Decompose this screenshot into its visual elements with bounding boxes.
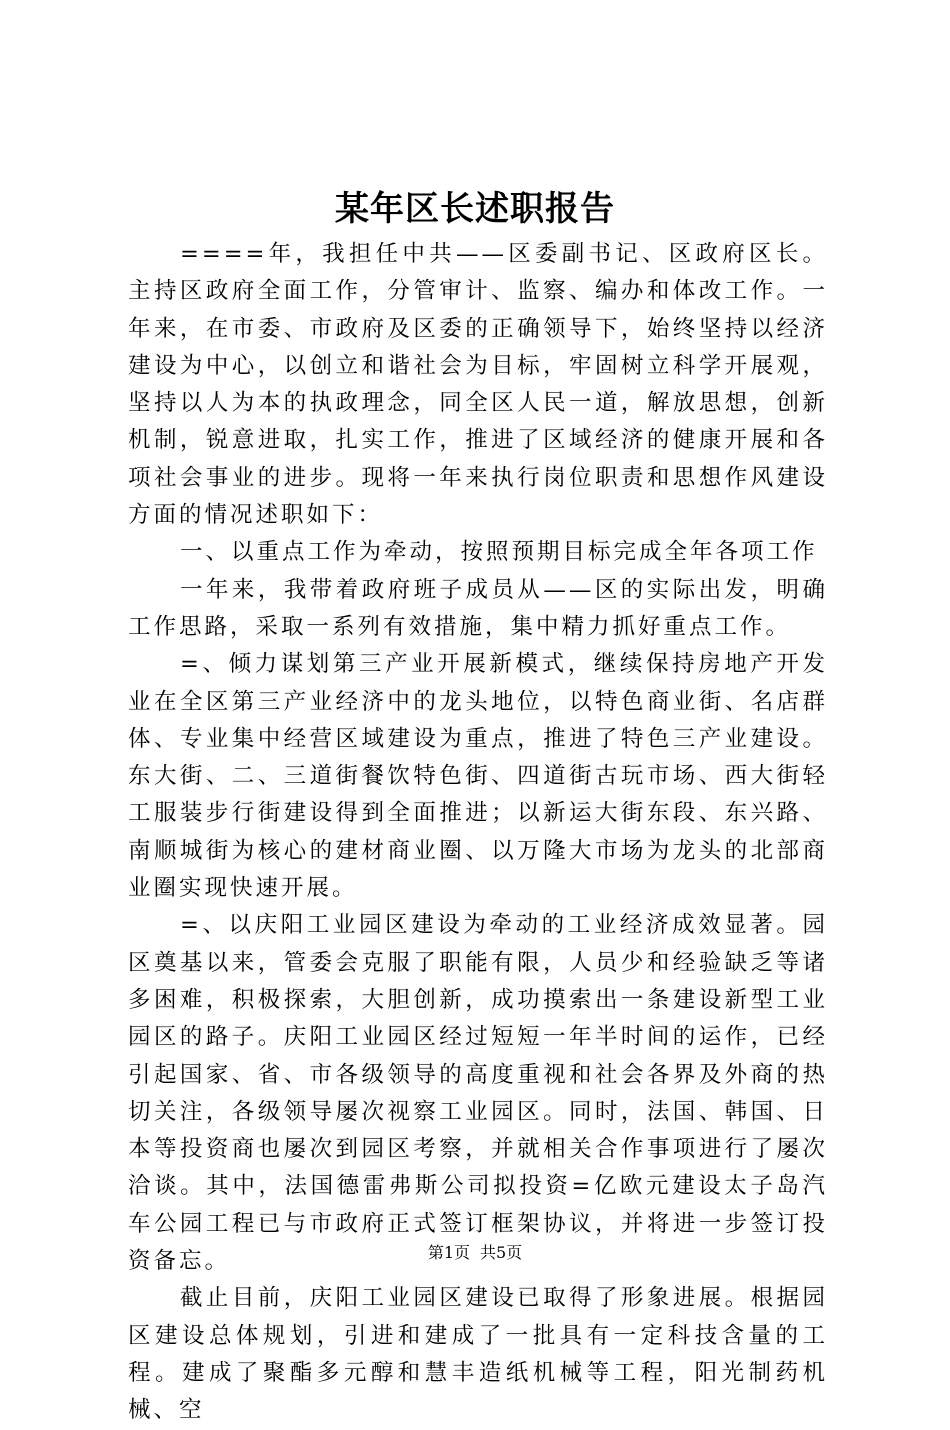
paragraph-overview: 一年来，我带着政府班子成员从——区的实际出发，明确工作思路，采取一系列有效措施，集中精力抓好重点工作。 (128, 576, 828, 640)
section-heading: 一、以重点工作为牵动，按照预期目标完成全年各项工作 (180, 539, 818, 566)
page-number: 第1页 (427, 1243, 470, 1262)
paragraph-tertiary-industry: =、倾力谋划第三产业开展新模式，继续保持房地产开发业在全区第三产业经济中的龙头地位，以特色商业街、名店群体、专业集中经营区域建设为重点，推进了特色三产业建设。东大街、二、三道街餐饮特色街、四道街古玩市场、西大街轻工服装步行街建设得到全面推进；以新运大街东段、东兴路、南顺城街为核心的建材商业圈、以万隆大市场为龙头的北部商业圈实现快速开展。 (128, 651, 828, 902)
paragraph-progress: 截止目前，庆阳工业园区建设已取得了形象进展。根据园区建设总体规划，引进和建成了一批具有一定科技含量的工程。建成了聚酯多元醇和慧丰造纸机械等工程，阳光制药机械、空 (128, 1285, 828, 1424)
page-footer (0, 1242, 950, 1264)
paragraph-intro: ====年，我担任中共——区委副书记、区政府区长。主持区政府全面工作，分管审计、监察、编办和体改工作。一年来，在市委、市政府及区委的正确领导下，始终坚持以经济建设为中心，以创立和谐社会为目标，牢固树立科学开展观，坚持以人为本的执政理念，同全区人民一道，解放思想，创新机制，锐意进取，扎实工作，推进了区域经济的健康开展和各项社会事业的进步。现将一年来执行岗位职责和思想作风建设方面的情况述职如下： (128, 241, 828, 529)
document-title: 某年区长述职报告 (335, 189, 615, 229)
page-total: 共5页 (480, 1243, 523, 1262)
paragraph-industrial-park: =、以庆阳工业园区建设为牵动的工业经济成效显著。园区奠基以来，管委会克服了职能有限，人员少和经验缺乏等诸多困难，积极探索，大胆创新，成功摸索出一条建设新型工业园区的路子。庆阳工业园区经过短短一年半时间的运作，已经引起国家、省、市各级领导的高度重视和社会各界及外商的热切关注，各级领导屡次视察工业园区。同时，法国、韩国、日本等投资商也屡次到园区考察，并就相关合作事项进行了屡次洽谈。其中，法国德雷弗斯公司拟投资=亿欧元建设太子岛汽车公园工程已与市政府正式签订框架协议，并将进一步签订投资备忘。 (128, 912, 828, 1275)
